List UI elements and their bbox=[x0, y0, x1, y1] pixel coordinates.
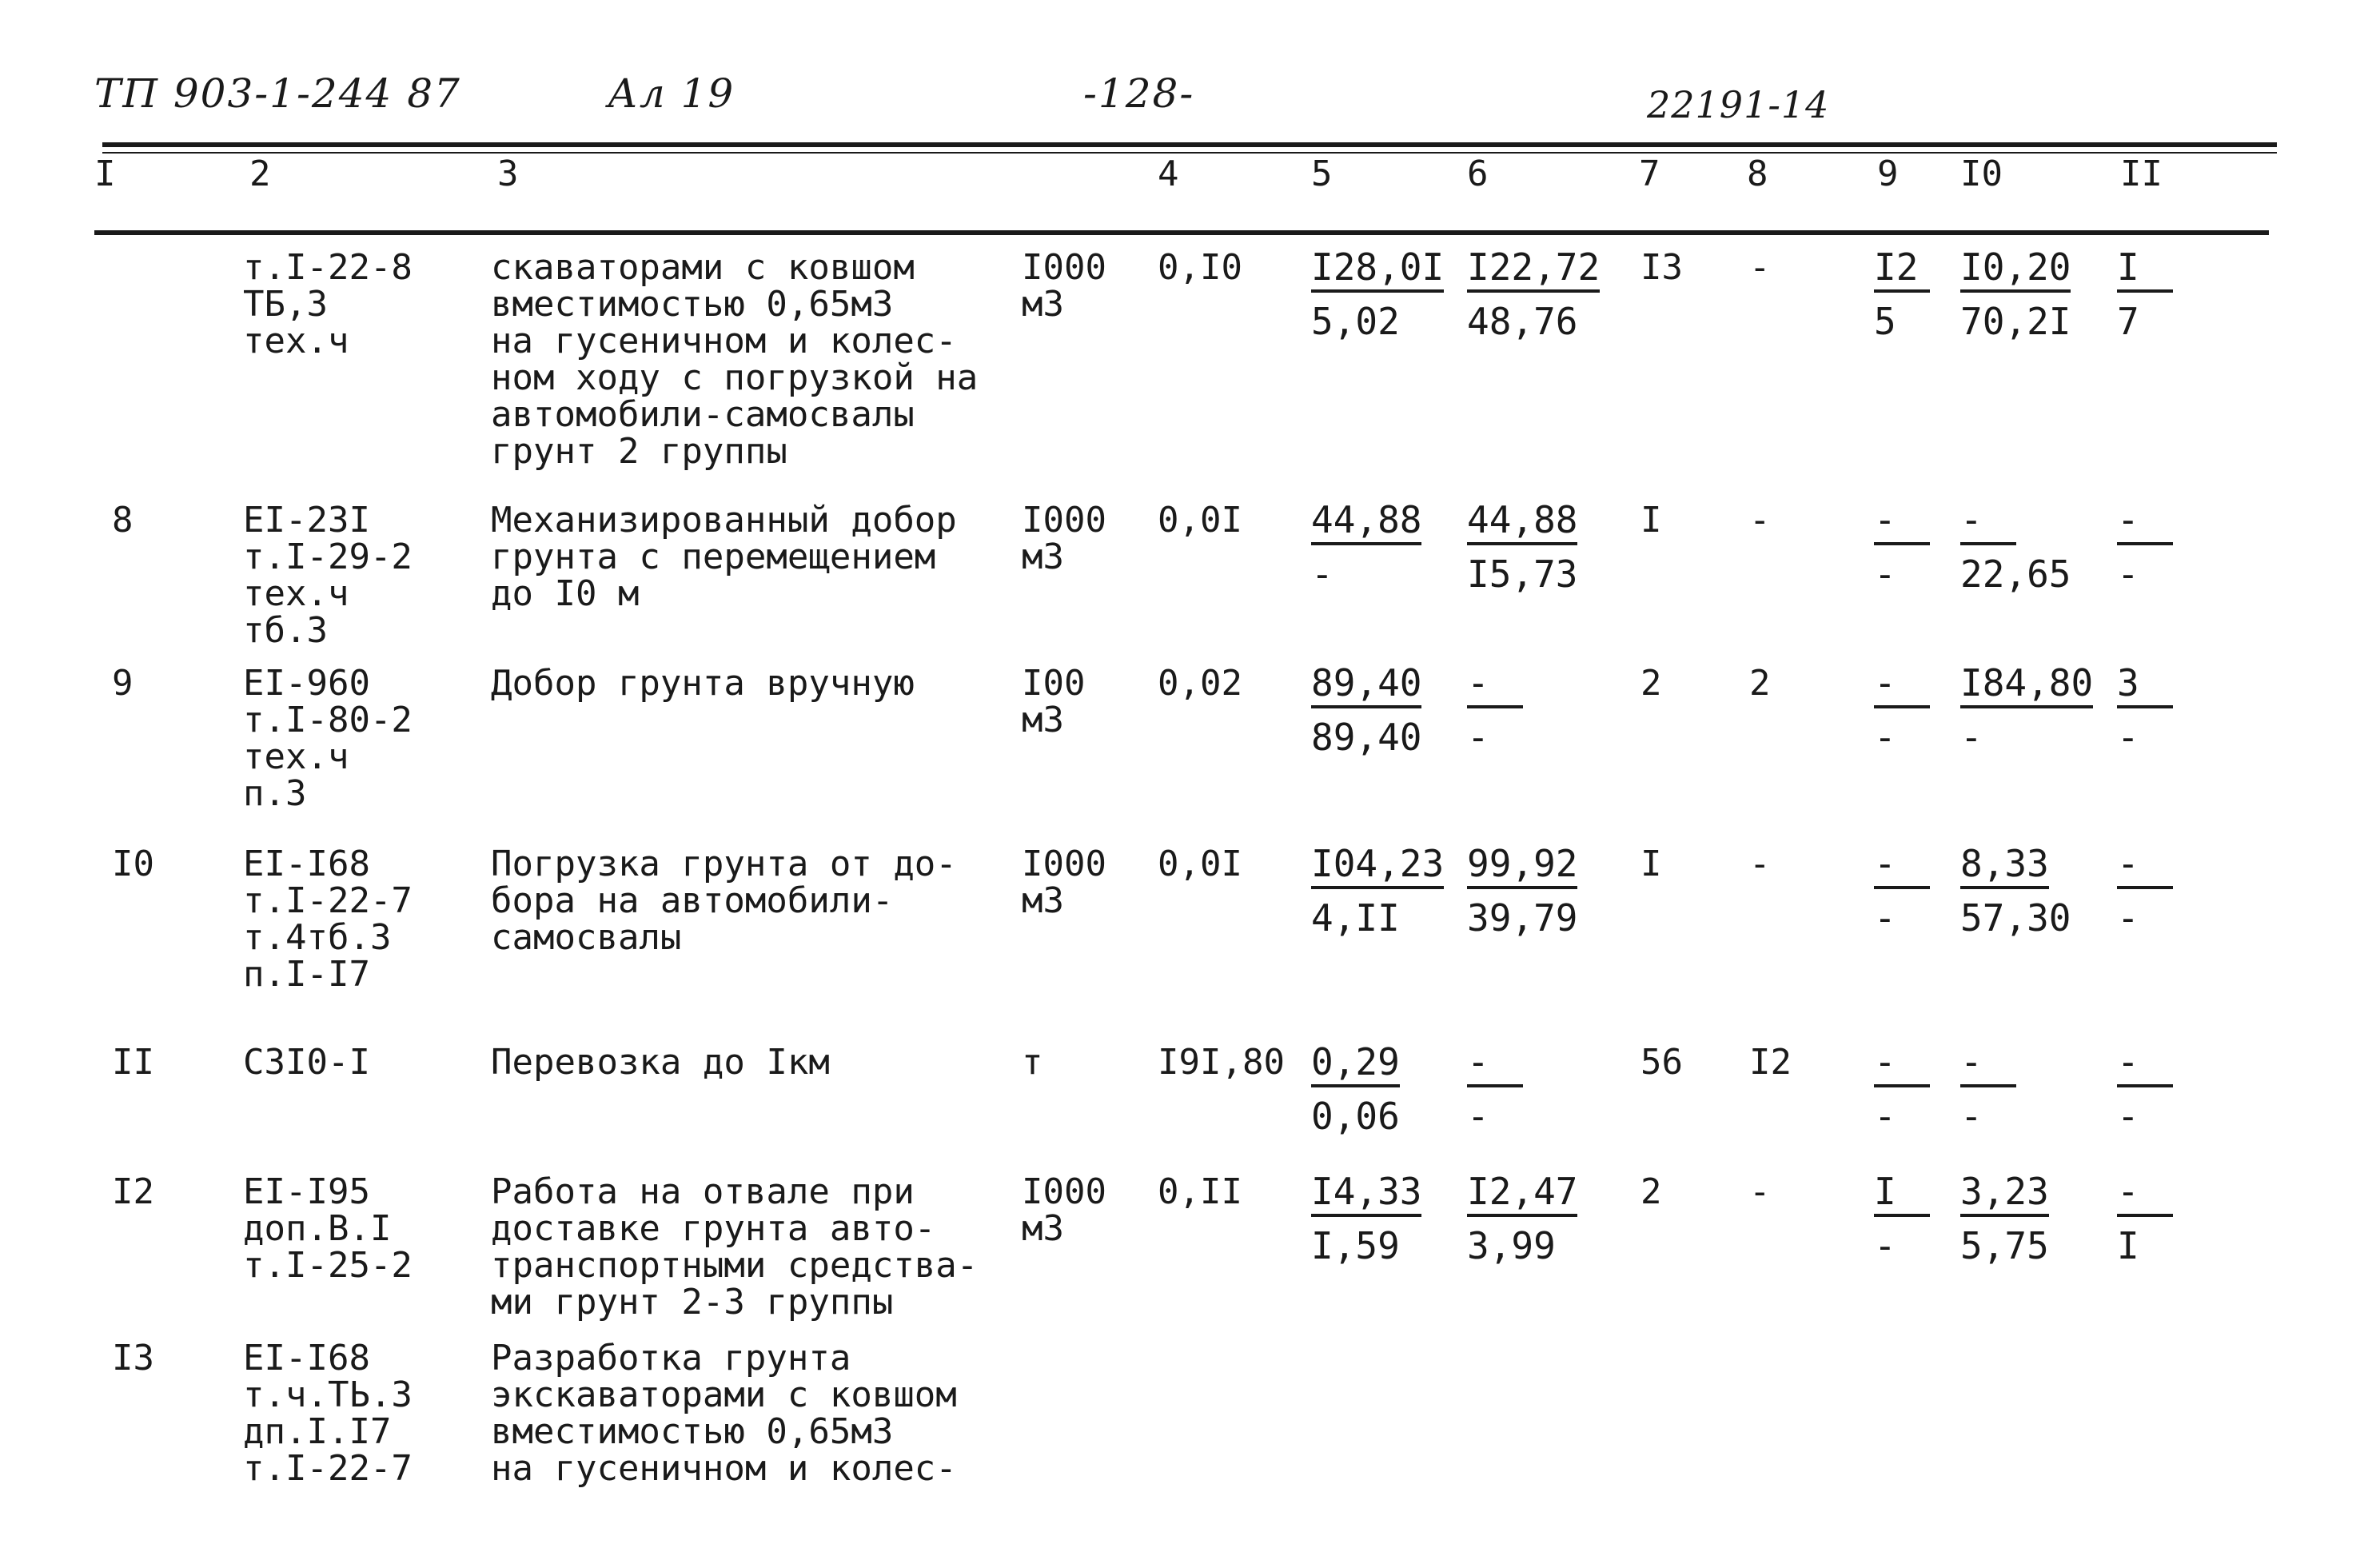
col10-value bbox=[1960, 246, 2120, 342]
col9-value-numerator: I bbox=[1874, 1171, 1930, 1217]
project-code: ТП 903-1-244 87 bbox=[94, 70, 461, 117]
col10-value-numerator: 3,23 bbox=[1960, 1171, 2049, 1217]
col6-value bbox=[1467, 246, 1627, 342]
col11-value-denominator: I bbox=[2117, 1224, 2139, 1267]
col5-value-denominator: - bbox=[1311, 553, 1334, 596]
unit: I00 м3 bbox=[1022, 663, 1086, 740]
column-header: I0 bbox=[1960, 154, 2003, 194]
col6-value bbox=[1467, 1041, 1627, 1137]
col11-value bbox=[2117, 499, 2277, 595]
header-rule-2 bbox=[102, 152, 2277, 154]
row-number: 8 bbox=[112, 500, 134, 541]
col7-value: I3 bbox=[1640, 247, 1683, 288]
row-number: II bbox=[112, 1042, 154, 1083]
header-rule bbox=[102, 142, 2277, 147]
table-header-rule bbox=[94, 230, 2269, 235]
col5-value-numerator: I28,0I bbox=[1311, 246, 1444, 293]
col5-value-denominator: 5,02 bbox=[1311, 300, 1400, 343]
col5-value bbox=[1311, 1171, 1471, 1267]
unit: т bbox=[1022, 1042, 1043, 1083]
col11-value-denominator: - bbox=[2117, 896, 2139, 940]
column-header: 5 bbox=[1311, 154, 1333, 194]
col10-value-numerator: I84,80 bbox=[1960, 662, 2093, 708]
col6-value bbox=[1467, 843, 1627, 939]
col9-value-numerator: - bbox=[1874, 843, 1930, 889]
col11-value bbox=[2117, 843, 2277, 939]
col6-value-denominator: 39,79 bbox=[1467, 896, 1578, 940]
col10-value-denominator: 22,65 bbox=[1960, 553, 2071, 596]
page-number: -128- bbox=[1083, 70, 1195, 117]
col7-value: I bbox=[1640, 500, 1662, 541]
col5-value-numerator: I04,23 bbox=[1311, 843, 1444, 889]
unit: I000 м3 bbox=[1022, 844, 1106, 921]
col8-value: - bbox=[1749, 500, 1771, 541]
col6-value-denominator: - bbox=[1467, 1095, 1489, 1138]
col6-value-numerator: 99,92 bbox=[1467, 843, 1577, 889]
col6-value-numerator: 44,88 bbox=[1467, 499, 1577, 545]
col7-value: 2 bbox=[1640, 663, 1662, 704]
col11-value-numerator: - bbox=[2117, 843, 2173, 889]
col9-value-denominator: 5 bbox=[1874, 300, 1896, 343]
col6-value-denominator: 48,76 bbox=[1467, 300, 1578, 343]
col11-value-denominator: - bbox=[2117, 1095, 2139, 1138]
col6-value-numerator: I22,72 bbox=[1467, 246, 1600, 293]
col10-value-denominator: 70,2I bbox=[1960, 300, 2071, 343]
col5-value bbox=[1311, 843, 1471, 939]
col10-value bbox=[1960, 499, 2120, 595]
column-header: I bbox=[94, 154, 116, 194]
norm-reference: EI-I95 доп.В.I т.I-25-2 bbox=[243, 1171, 413, 1286]
col11-value-numerator: I bbox=[2117, 246, 2173, 293]
column-header: 4 bbox=[1158, 154, 1179, 194]
column-header: 8 bbox=[1747, 154, 1768, 194]
col6-value-numerator: - bbox=[1467, 1041, 1523, 1087]
col6-value-denominator: 3,99 bbox=[1467, 1224, 1556, 1267]
row-number: 9 bbox=[112, 663, 134, 704]
quantity: 0,I0 bbox=[1158, 247, 1242, 288]
work-description: Добор грунта вручную bbox=[491, 663, 915, 704]
column-header: II bbox=[2120, 154, 2163, 194]
col11-value-numerator: - bbox=[2117, 499, 2173, 545]
col10-value-numerator: I0,20 bbox=[1960, 246, 2071, 293]
col11-value-denominator: 7 bbox=[2117, 300, 2139, 343]
col11-value-denominator: - bbox=[2117, 716, 2139, 759]
col7-value: 2 bbox=[1640, 1171, 1662, 1212]
col10-value-numerator: - bbox=[1960, 499, 2016, 545]
row-number: I3 bbox=[112, 1338, 154, 1378]
col10-value bbox=[1960, 1041, 2120, 1137]
col5-value-numerator: I4,33 bbox=[1311, 1171, 1421, 1217]
col9-value-denominator: - bbox=[1874, 553, 1896, 596]
col5-value bbox=[1311, 246, 1471, 342]
work-description: Механизированный добор грунта с перемещением до I0 м bbox=[491, 500, 957, 614]
col6-value bbox=[1467, 662, 1627, 758]
col7-value: 56 bbox=[1640, 1042, 1683, 1083]
col5-value-numerator: 0,29 bbox=[1311, 1041, 1400, 1087]
col10-value-denominator: - bbox=[1960, 1095, 1983, 1138]
col9-value-denominator: - bbox=[1874, 1095, 1896, 1138]
row-number: I0 bbox=[112, 844, 154, 884]
column-header: 6 bbox=[1467, 154, 1489, 194]
col8-value: 2 bbox=[1749, 663, 1771, 704]
work-description: скаваторами с ковшом вместимостью 0,65м3 на гусеничном и колес- ном ходу с погрузкой на автомобили-самосвалы грунт 2 группы bbox=[491, 247, 979, 472]
column-header: 7 bbox=[1639, 154, 1660, 194]
col6-value-denominator: I5,73 bbox=[1467, 553, 1578, 596]
norm-reference: EI-I68 т.ч.ТЬ.3 дп.I.I7 т.I-22-7 bbox=[243, 1338, 413, 1489]
work-description: Разработка грунта экскаваторами с ковшом вместимостью 0,65м3 на гусеничном и колес- bbox=[491, 1338, 957, 1489]
norm-reference: C3I0-I bbox=[243, 1042, 370, 1083]
unit: I000 м3 bbox=[1022, 247, 1106, 325]
column-header: 9 bbox=[1877, 154, 1899, 194]
column-header: 3 bbox=[497, 154, 519, 194]
unit: I000 м3 bbox=[1022, 500, 1106, 577]
col9-value-numerator: - bbox=[1874, 1041, 1930, 1087]
unit: I000 м3 bbox=[1022, 1171, 1106, 1249]
col10-value-denominator: - bbox=[1960, 716, 1983, 759]
norm-reference: EI-I68 т.I-22-7 т.4тб.3 п.I-I7 bbox=[243, 844, 413, 995]
norm-reference: т.I-22-8 ТБ,3 тех.ч bbox=[243, 247, 413, 361]
col10-value bbox=[1960, 662, 2120, 758]
work-description: Работа на отвале при доставке грунта авто- транспортными средства- ми грунт 2-3 группы bbox=[491, 1171, 979, 1323]
col8-value: - bbox=[1749, 844, 1771, 884]
col6-value-numerator: I2,47 bbox=[1467, 1171, 1577, 1217]
col5-value-numerator: 44,88 bbox=[1311, 499, 1421, 545]
col7-value: I bbox=[1640, 844, 1662, 884]
col5-value bbox=[1311, 1041, 1471, 1137]
col10-value-numerator: - bbox=[1960, 1041, 2016, 1087]
col10-value bbox=[1960, 1171, 2120, 1267]
col5-value bbox=[1311, 499, 1471, 595]
quantity: 0,II bbox=[1158, 1171, 1242, 1212]
col11-value-numerator: - bbox=[2117, 1171, 2173, 1217]
col5-value bbox=[1311, 662, 1471, 758]
document-code: 22191-14 bbox=[1647, 83, 1830, 126]
col5-value-numerator: 89,40 bbox=[1311, 662, 1421, 708]
norm-reference: EI-960 т.I-80-2 тех.ч п.3 bbox=[243, 663, 413, 814]
col11-value-numerator: - bbox=[2117, 1041, 2173, 1087]
quantity: 0,0I bbox=[1158, 844, 1242, 884]
col6-value-numerator: - bbox=[1467, 662, 1523, 708]
col5-value-denominator: 4,II bbox=[1311, 896, 1400, 940]
col11-value bbox=[2117, 1041, 2277, 1137]
col9-value-denominator: - bbox=[1874, 716, 1896, 759]
col10-value-numerator: 8,33 bbox=[1960, 843, 2049, 889]
col11-value bbox=[2117, 246, 2277, 342]
col6-value-denominator: - bbox=[1467, 716, 1489, 759]
norm-reference: EI-23I т.I-29-2 тех.ч тб.3 bbox=[243, 500, 413, 651]
col11-value-denominator: - bbox=[2117, 553, 2139, 596]
work-description: Перевозка до Iкм bbox=[491, 1042, 830, 1083]
col6-value bbox=[1467, 499, 1627, 595]
col11-value bbox=[2117, 1171, 2277, 1267]
col11-value-numerator: 3 bbox=[2117, 662, 2173, 708]
col5-value-denominator: 0,06 bbox=[1311, 1095, 1400, 1138]
col8-value: - bbox=[1749, 247, 1771, 288]
work-description: Погрузка грунта от до- бора на автомобили- самосвалы bbox=[491, 844, 957, 958]
quantity: I9I,80 bbox=[1158, 1042, 1285, 1083]
col10-value-denominator: 5,75 bbox=[1960, 1224, 2049, 1267]
quantity: 0,0I bbox=[1158, 500, 1242, 541]
quantity: 0,02 bbox=[1158, 663, 1242, 704]
col6-value bbox=[1467, 1171, 1627, 1267]
col5-value-denominator: I,59 bbox=[1311, 1224, 1400, 1267]
col8-value: I2 bbox=[1749, 1042, 1792, 1083]
col9-value-numerator: - bbox=[1874, 499, 1930, 545]
col9-value-denominator: - bbox=[1874, 1224, 1896, 1267]
column-header: 2 bbox=[249, 154, 271, 194]
col9-value-numerator: - bbox=[1874, 662, 1930, 708]
col9-value-numerator: I2 bbox=[1874, 246, 1930, 293]
col9-value-denominator: - bbox=[1874, 896, 1896, 940]
col11-value bbox=[2117, 662, 2277, 758]
col8-value: - bbox=[1749, 1171, 1771, 1212]
col10-value-denominator: 57,30 bbox=[1960, 896, 2071, 940]
col10-value bbox=[1960, 843, 2120, 939]
row-number: I2 bbox=[112, 1171, 154, 1212]
album-number: Ал 19 bbox=[608, 70, 736, 117]
col5-value-denominator: 89,40 bbox=[1311, 716, 1422, 759]
